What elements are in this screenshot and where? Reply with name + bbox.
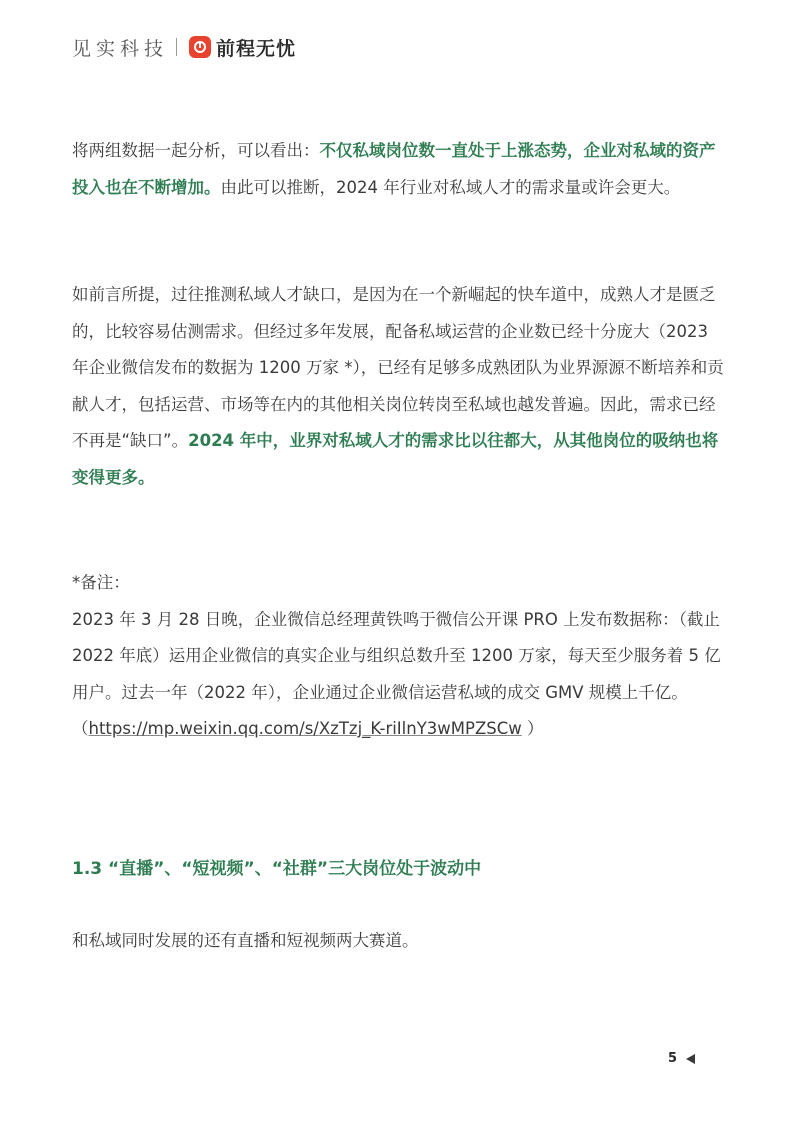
header [72,30,296,64]
link-open: （ [72,719,89,738]
para1-lead: 将两组数据一起分析，可以看出： [72,141,320,160]
link-close: ） [521,719,544,738]
header-divider [176,38,177,56]
para3-text: 和私域同时发展的还有直播和短视频两大赛道。 [72,931,419,950]
para1-highlight: 不仅私域岗位数一直处于上涨态势，企业对私域的资产投入也在不断增加。 [72,141,716,197]
note-block [72,565,724,748]
brand-name: 见实科技 [72,37,169,60]
note-label: *备注： [72,573,130,592]
logo-icon [189,36,211,58]
note-link-line [72,711,724,748]
page-number [668,1051,695,1066]
paragraph-1 [72,133,724,206]
para1-tail: 由此可以推断，2024 年行业对私域人才的需求量或许会更大。 [220,177,681,197]
paragraph-3 [72,923,724,960]
para2-highlight: 2024 年中，业界对私域人才的需求比以往都大，从其他岗位的吸纳也将变得更多。 [72,431,719,487]
source-link[interactable]: https://mp.weixin.qq.com/s/XzTzj_K-riIlnY3wMPZSCw [88,719,522,738]
page-number-text: 5 [668,1051,678,1066]
triangle-left-icon [686,1054,695,1064]
paragraph-2 [72,277,724,496]
para2-text: 如前言所提，过往推测私域人才缺口，是因为在一个新崛起的快车道中，成熟人才是匮乏的，比较容易估测需求。但经过多年发展，配备私域运营的企业数已经十分庞大（2023 年企业微信发布的数据为 1200 万家 *），已经有足够多成熟团队为业界源源不断培养和贡献人才，包括运营、市场等在内的其他相关岗位转岗至私域也越发普遍。因此，需求已经不再是“缺口”。 [72,285,724,450]
logo-text: 前程无忧 [216,37,297,60]
note-body: 2023 年 3 月 28 日晚，企业微信总经理黄铁鸣于微信公开课 PRO 上发布数据称：（截止 2022 年底）运用企业微信的真实企业与组织总数升至 1200 万家，每天至少服务着 5 亿用户。过去一年（2022 年），企业通过企业微信运营私域的成交 GMV 规模上千亿。 [72,609,721,702]
section-title: 1.3 “直播”、“短视频”、“社群”三大岗位处于波动中 [72,859,482,879]
